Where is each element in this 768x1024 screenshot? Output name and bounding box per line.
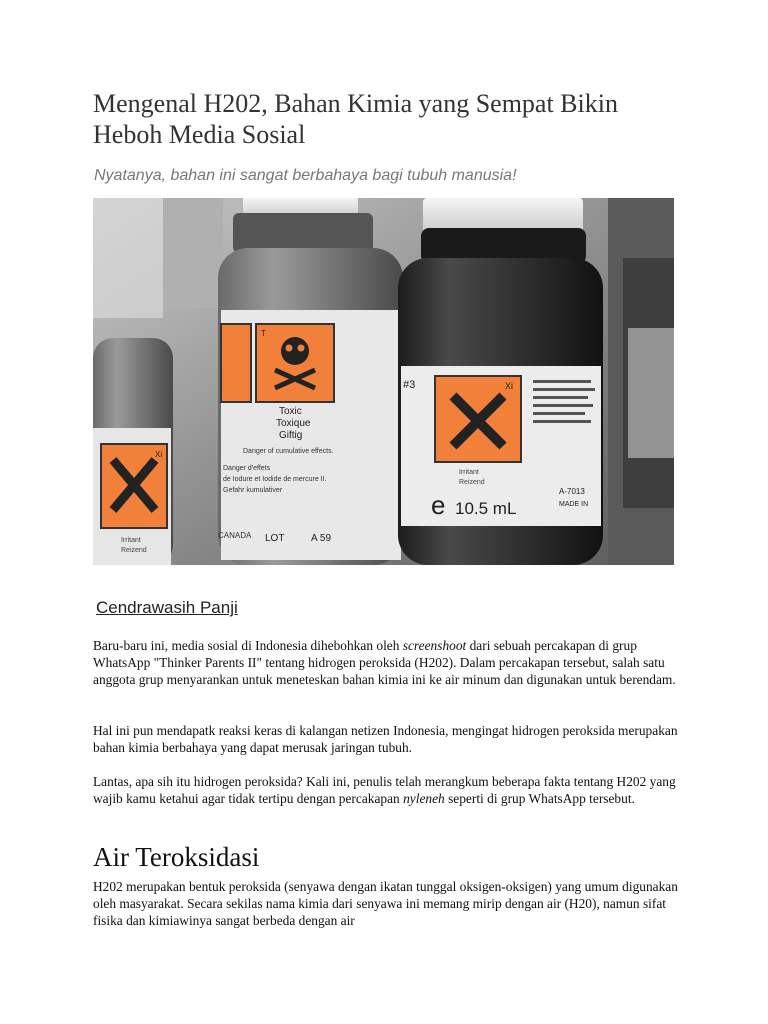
article-subtitle: Nyatanya, bahan ini sangat berbahaya bagi tubuh manusia! <box>94 167 517 184</box>
right-label-e: e <box>431 490 446 520</box>
right-label-reizend: Reizend <box>459 479 485 486</box>
author-name[interactable]: Cendrawasih Panji <box>96 598 238 617</box>
left-label-irritant: Irritant <box>121 537 141 544</box>
mid-label-toxic: Toxic <box>279 406 302 417</box>
paragraph-intro <box>93 637 683 688</box>
paragraph-question-text: Lantas, apa sih itu hidrogen peroksida? Kali ini, penulis telah merangkum beberapa fakta tentang H202 yang wajib kamu ketahui agar tidak tertipu dengan percakapan <box>93 774 676 806</box>
right-label-code: A-7013 <box>559 487 585 496</box>
paragraph-intro-text-2: dari sebuah percakapan di grup WhatsApp "Thinker Parents II" tentang hidrogen peroksida (H202). Dalam percakapan tersebut, salah satu anggota grup menyarankan untuk meneteskan bahan kimia ini ke air minum dan digunakan untuk berendam. <box>93 638 676 687</box>
emphasis-screenshoot: screenshoot <box>402 638 467 653</box>
mid-label-warn3: de Iodure et Iodide de mercure II. <box>223 476 327 483</box>
section-heading: Air Teroksidasi <box>93 842 260 872</box>
mid-label-giftig: Giftig <box>279 430 303 441</box>
mid-label-warn2: Danger d'effets <box>223 465 271 472</box>
left-label-xi: Xi <box>155 450 163 459</box>
right-label-made: MADE IN <box>559 501 589 508</box>
mid-label-warn4: Gefahr kumulativer <box>223 487 283 494</box>
paragraph-question-text-2: seperti di grup WhatsApp tersebut. <box>444 791 635 806</box>
mid-label-t: T <box>261 329 266 338</box>
article-title: Mengenal H202, Bahan Kimia yang Sempat Bikin Heboh Media Sosial <box>93 89 618 149</box>
paragraph-intro-text: Baru-baru ini, media sosial di Indonesia dihebohkan oleh <box>93 638 403 653</box>
mid-label-lot: LOT <box>265 533 285 544</box>
mid-label-warn1: Danger of cumulative effects. <box>243 448 334 455</box>
paragraph-question <box>93 773 683 807</box>
mid-label-canada: CANADA <box>218 531 252 540</box>
paragraph-reaction: Hal ini pun mendapatk reaksi keras di kalangan netizen Indonesia, mengingat hidrogen peroksida merupakan bahan kimia berbahaya yang dapat merusak jaringan tubuh. <box>93 723 678 755</box>
right-label-num: #3 <box>403 379 416 391</box>
paragraph-section: H202 merupakan bentuk peroksida (senyawa dengan ikatan tunggal oksigen-oksigen) yang umum digunakan oleh masyarakat. Secara sekilas nama kimia dari senyawa ini memang mirip dengan air (H20), namun sifat fisika dan kimiawinya sangat berbeda dengan air <box>93 879 678 928</box>
left-label-reizend: Reizend <box>121 547 147 554</box>
right-label-irritant: Irritant <box>459 469 479 476</box>
chemical-bottles-image <box>93 198 674 565</box>
right-label-volume: 10.5 mL <box>455 499 517 518</box>
emphasis-nyleneh: nyleneh <box>403 791 445 806</box>
article-photo <box>93 198 674 565</box>
mid-label-toxique: Toxique <box>276 418 311 429</box>
right-label-xi: Xi <box>505 381 514 391</box>
mid-label-lotnum: A 59 <box>311 533 332 544</box>
